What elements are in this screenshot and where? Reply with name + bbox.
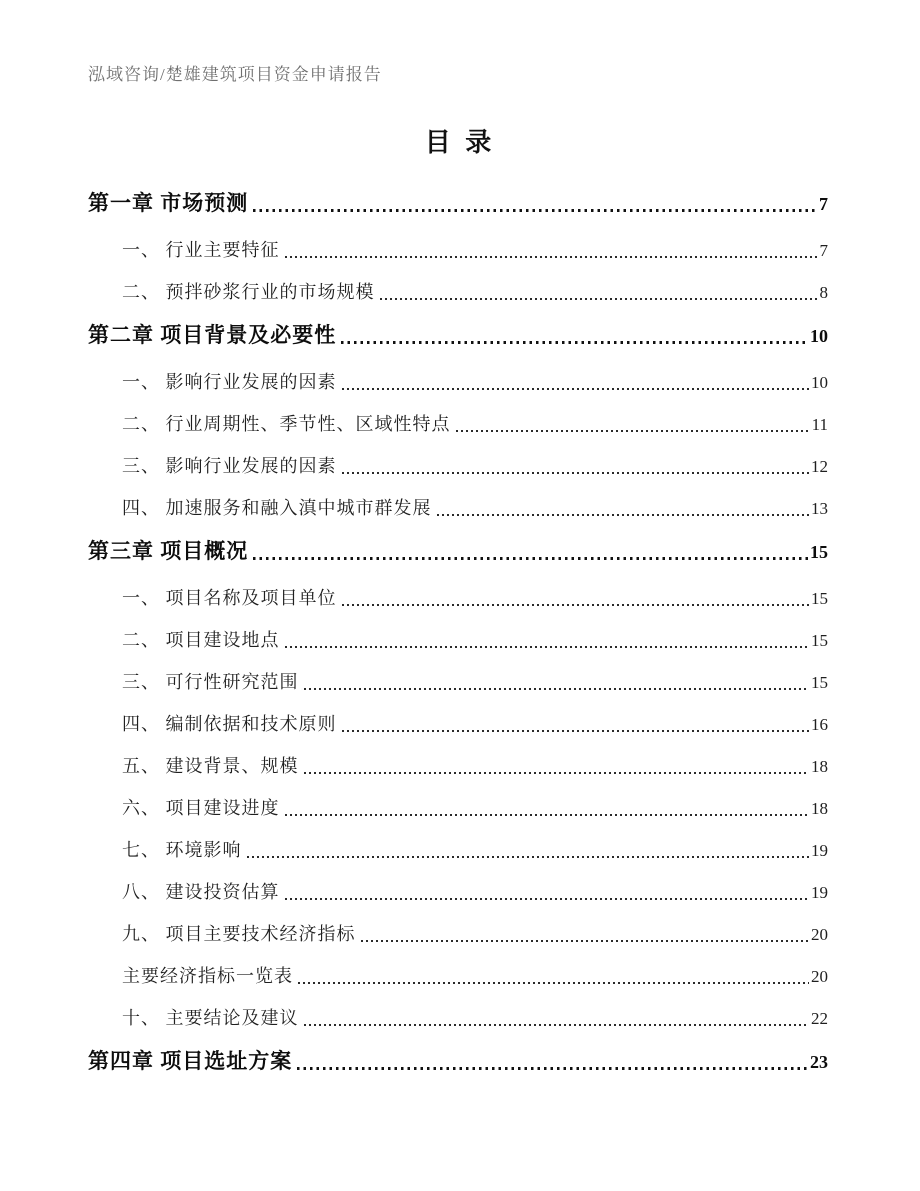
toc-entry-page: 23 (810, 1052, 828, 1072)
toc-chapter-row (88, 322, 828, 349)
toc-item-row (88, 796, 828, 821)
dot-leader (456, 430, 810, 432)
dot-leader (304, 772, 810, 774)
toc-item-row (88, 670, 828, 695)
dot-leader (342, 472, 810, 474)
toc-entry-label: 第二章 项目背景及必要性 (88, 323, 337, 347)
toc-entry-label: 主要经济指标一览表 (122, 966, 293, 986)
toc-entry-label: 第四章 项目选址方案 (88, 1049, 293, 1073)
toc-entry-label: 第一章 市场预测 (88, 191, 249, 215)
dot-leader (380, 298, 818, 300)
toc-item-row (88, 754, 828, 779)
page-title: 目 录 (424, 128, 496, 157)
dot-leader (437, 514, 810, 516)
toc-entry-label: 六、 项目建设进度 (122, 798, 280, 818)
toc-entry-page: 13 (811, 499, 828, 518)
toc-entry-page: 12 (811, 457, 828, 476)
toc-chapter-row (88, 190, 828, 217)
dot-leader (297, 1067, 808, 1070)
toc-entry-label: 三、 影响行业发展的因素 (122, 456, 337, 476)
table-of-contents (88, 190, 828, 1096)
toc-item-row (88, 454, 828, 479)
toc-entry-page: 15 (811, 673, 828, 692)
dot-leader (285, 256, 818, 258)
toc-entry-label: 一、 项目名称及项目单位 (122, 588, 337, 608)
toc-item-row (88, 370, 828, 395)
toc-entry-label: 一、 影响行业发展的因素 (122, 372, 337, 392)
toc-entry-label: 九、 项目主要技术经济指标 (122, 924, 356, 944)
toc-item-row (88, 964, 828, 989)
dot-leader (253, 209, 817, 212)
toc-item-row (88, 280, 828, 305)
dot-leader (298, 982, 809, 984)
toc-entry-page: 22 (811, 1009, 828, 1028)
toc-entry-page: 7 (819, 194, 828, 214)
toc-item-row (88, 1006, 828, 1031)
toc-entry-label: 二、 预拌砂浆行业的市场规模 (122, 282, 375, 302)
toc-entry-page: 18 (811, 757, 828, 776)
toc-entry-page: 19 (811, 841, 828, 860)
toc-entry-page: 19 (811, 883, 828, 902)
dot-leader (304, 1024, 810, 1026)
toc-item-row (88, 628, 828, 653)
toc-entry-label: 第三章 项目概况 (88, 539, 249, 563)
toc-entry-label: 五、 建设背景、规模 (122, 756, 299, 776)
dot-leader (253, 557, 808, 560)
toc-entry-label: 八、 建设投资估算 (122, 882, 280, 902)
toc-entry-page: 10 (811, 373, 828, 392)
toc-item-row (88, 880, 828, 905)
toc-entry-label: 四、 编制依据和技术原则 (122, 714, 337, 734)
dot-leader (285, 814, 810, 816)
toc-entry-label: 四、 加速服务和融入滇中城市群发展 (122, 498, 432, 518)
toc-entry-page: 15 (810, 542, 828, 562)
toc-entry-page: 10 (810, 326, 828, 346)
toc-entry-page: 20 (811, 967, 828, 986)
toc-item-row (88, 412, 828, 437)
dot-leader (342, 604, 810, 606)
toc-entry-page: 20 (811, 925, 828, 944)
dot-leader (342, 388, 810, 390)
toc-entry-page: 15 (811, 589, 828, 608)
toc-chapter-row (88, 1048, 828, 1075)
toc-entry-label: 二、 项目建设地点 (122, 630, 280, 650)
toc-entry-page: 15 (811, 631, 828, 650)
dot-leader (285, 646, 810, 648)
toc-entry-label: 一、 行业主要特征 (122, 240, 280, 260)
toc-entry-label: 三、 可行性研究范围 (122, 672, 299, 692)
toc-entry-page: 7 (819, 241, 828, 260)
toc-item-row (88, 838, 828, 863)
toc-chapter-row (88, 538, 828, 565)
toc-entry-label: 二、 行业周期性、季节性、区域性特点 (122, 414, 451, 434)
toc-item-row (88, 712, 828, 737)
dot-leader (342, 730, 810, 732)
toc-entry-label: 七、 环境影响 (122, 840, 242, 860)
dot-leader (361, 940, 810, 942)
dot-leader (285, 898, 810, 900)
document-header: 泓域咨询/楚雄建筑项目资金申请报告 (88, 65, 382, 84)
toc-item-row (88, 922, 828, 947)
dot-leader (247, 856, 810, 858)
dot-leader (304, 688, 810, 690)
toc-item-row (88, 496, 828, 521)
toc-entry-page: 8 (819, 283, 828, 302)
toc-entry-page: 11 (811, 415, 828, 434)
toc-entry-page: 18 (811, 799, 828, 818)
toc-item-row (88, 238, 828, 263)
toc-entry-label: 十、 主要结论及建议 (122, 1008, 299, 1028)
toc-item-row (88, 586, 828, 611)
toc-entry-page: 16 (811, 715, 828, 734)
dot-leader (341, 341, 808, 344)
